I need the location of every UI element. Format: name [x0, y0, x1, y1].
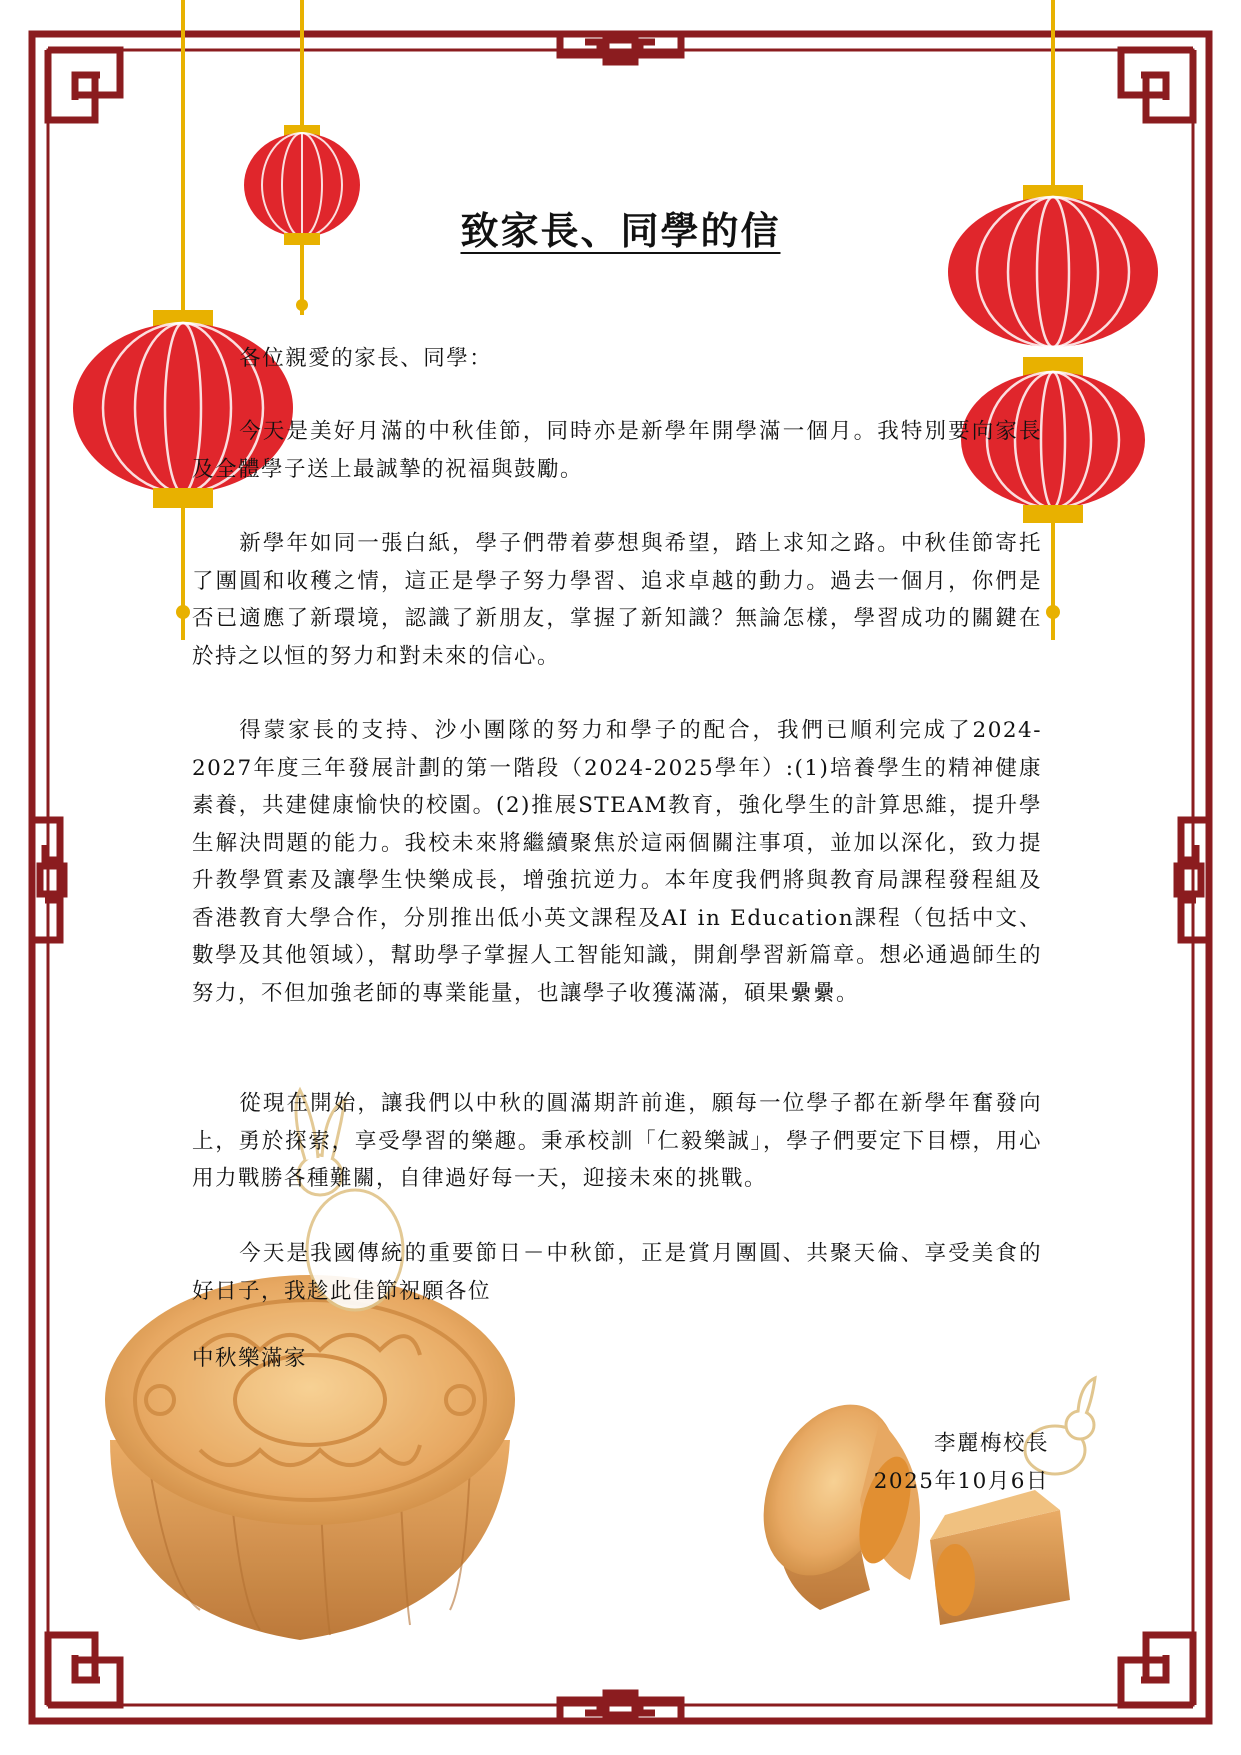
- paragraph-text: 今天是美好月滿的中秋佳節，同時亦是新學年開學滿一個月。我特別要向家長及全體學子送上最誠摯的祝福與鼓勵。: [192, 419, 1042, 482]
- corner-top-right: [1121, 50, 1193, 120]
- top-center-motif: [560, 34, 681, 62]
- paragraph-3: [192, 712, 1042, 1012]
- paragraph-text: 今天是我國傳統的重要節日－中秋節，正是賞月團圓、共聚天倫、享受美食的好日子，我趁此佳節祝願各位: [192, 1241, 1042, 1304]
- paragraph-text: 從現在開始，讓我們以中秋的圓滿期許前進，願每一位學子都在新學年奮發向上，勇於探索，享受學習的樂趣。秉承校訓「仁毅樂誠」，學子們要定下目標，用心用力戰勝各種難關，自律過好每一天，迎接未來的挑戰。: [192, 1091, 1042, 1191]
- paragraph-4: [192, 1085, 1042, 1198]
- letter-greeting: [192, 340, 1042, 378]
- signatory-name: 李麗梅校長: [933, 1431, 1049, 1456]
- corner-top-left: [48, 50, 120, 120]
- paragraph-5: [192, 1235, 1042, 1310]
- corner-bottom-left: [48, 1635, 120, 1705]
- mooncake-icon: [738, 1383, 1070, 1625]
- paragraph-text: 得蒙家長的支持、沙小團隊的努力和學子的配合，我們已順利完成了2024-2027年度三年發展計劃的第一階段（2024-2025學年）:(1)培養學生的精神健康素養，共建健康愉快的校園。(2)推展STEAM教育，強化學生的計算思維，提升學生解決問題的能力。我校未來將繼續聚焦於這兩個關注事項，並加以深化，致力提升教學質素及讓學生快樂成長，增強抗逆力。本年度我們將與教育局課程發程組及香港教育大學合作，分別推出低小英文課程及AI in Education課程（包括中文、數學及其他領域），幫助學子掌握人工智能知識，開創學習新篇章。想必通過師生的努力，不但加強老師的專業能量，也讓學子收獲滿滿，碩果纍纍。: [192, 718, 1042, 1006]
- corner-bottom-right: [1121, 1635, 1193, 1705]
- signature-block: [874, 1425, 1049, 1501]
- paragraph-2: [192, 525, 1042, 675]
- paragraph-1: [192, 413, 1042, 488]
- mooncake-icon: [105, 1275, 515, 1640]
- closing-line: 中秋樂滿家: [192, 1346, 308, 1371]
- paragraph-text: 新學年如同一張白紙，學子們帶着夢想與希望，踏上求知之路。中秋佳節寄托了團圓和收穫之情，這正是學子努力學習、追求卓越的動力。過去一個月，你們是否已適應了新環境，認識了新朋友，掌握了新知識？無論怎樣，學習成功的關鍵在於持之以恒的努力和對未來的信心。: [192, 531, 1042, 669]
- bottom-center-motif: [560, 1693, 681, 1721]
- letter-closing: [192, 1340, 1042, 1378]
- letter-date: 2025年10月6日: [873, 1469, 1049, 1494]
- letter-title: 致家長、同學的信: [460, 208, 781, 253]
- greeting-line: 各位親愛的家長、同學：: [239, 346, 493, 371]
